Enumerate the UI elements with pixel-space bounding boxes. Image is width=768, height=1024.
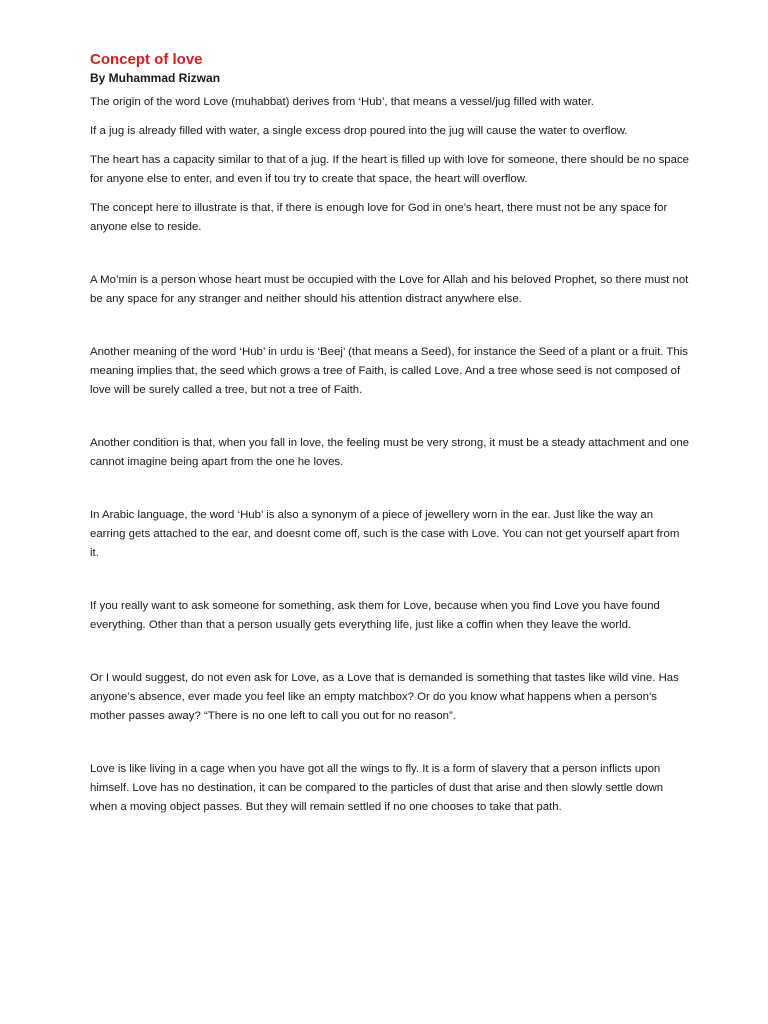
paragraph-suggest: Or I would suggest, do not even ask for Love, as a Love that is demanded is something that tastes like wild vine. Has anyone’s absence, ever made you feel like an empty matchbox? Or do you know what happens when a person’s mother passes away? “There is no one left to call you out for no reason”. xyxy=(90,672,679,722)
document-author: By Muhammad Rizwan xyxy=(90,71,221,85)
paragraph-momin: A Mo’min is a person whose heart must be occupied with the Love for Allah and his beloved Prophet, so there must not be any space for any stranger and neither should his attention distract anywhere else. xyxy=(90,274,689,305)
paragraph-seed: Another meaning of the word ‘Hub’ in urdu is ‘Beej’ (that means a Seed), for instance the Seed of a plant or a fruit. This meaning implies that, the seed which grows a tree of Faith, is called Love. And a tree whose seed is not composed of love will be surely called a tree, but not a tree of Faith. xyxy=(90,346,688,396)
paragraph-cage: Love is like living in a cage when you have got all the wings to fly. It is a form of slavery that a person inflicts upon himself. Love has no destination, it can be compared to the particles of dust that arise and then slowly settle down when a moving object passes. But they will remain settled if no one chooses to take that path. xyxy=(90,763,664,813)
paragraph-heart: The heart has a capacity similar to that of a jug. If the heart is filled up with love for someone, there should be no space for anyone else to enter, and even if tou try to create that space, the heart will overflow. xyxy=(90,154,689,185)
paragraph-ask: If you really want to ask someone for something, ask them for Love, because when you find Love you have found everything. Other than that a person usually gets everything life, just like a coffin when they leave the world. xyxy=(90,600,660,631)
paragraph-concept: The concept here to illustrate is that, if there is enough love for God in one’s heart, there must not be any space for anyone else to reside. xyxy=(90,202,668,233)
paragraph-origin: The origin of the word Love (muhabbat) derives from ‘Hub’, that means a vessel/jug filled with water. xyxy=(90,96,594,108)
paragraph-jug: If a jug is already filled with water, a single excess drop poured into the jug will cause the water to overflow. xyxy=(90,125,628,137)
paragraph-earring: In Arabic language, the word ‘Hub’ is also a synonym of a piece of jewellery worn in the ear. Just like the way an earring gets attached to the ear, and doesnt come off, such is the case with Love. You can not get yourself apart from it. xyxy=(90,509,680,559)
document-title: Concept of love xyxy=(90,51,203,68)
paragraph-condition: Another condition is that, when you fall in love, the feeling must be very strong, it must be a steady attachment and one cannot imagine being apart from the one he loves. xyxy=(90,437,689,468)
